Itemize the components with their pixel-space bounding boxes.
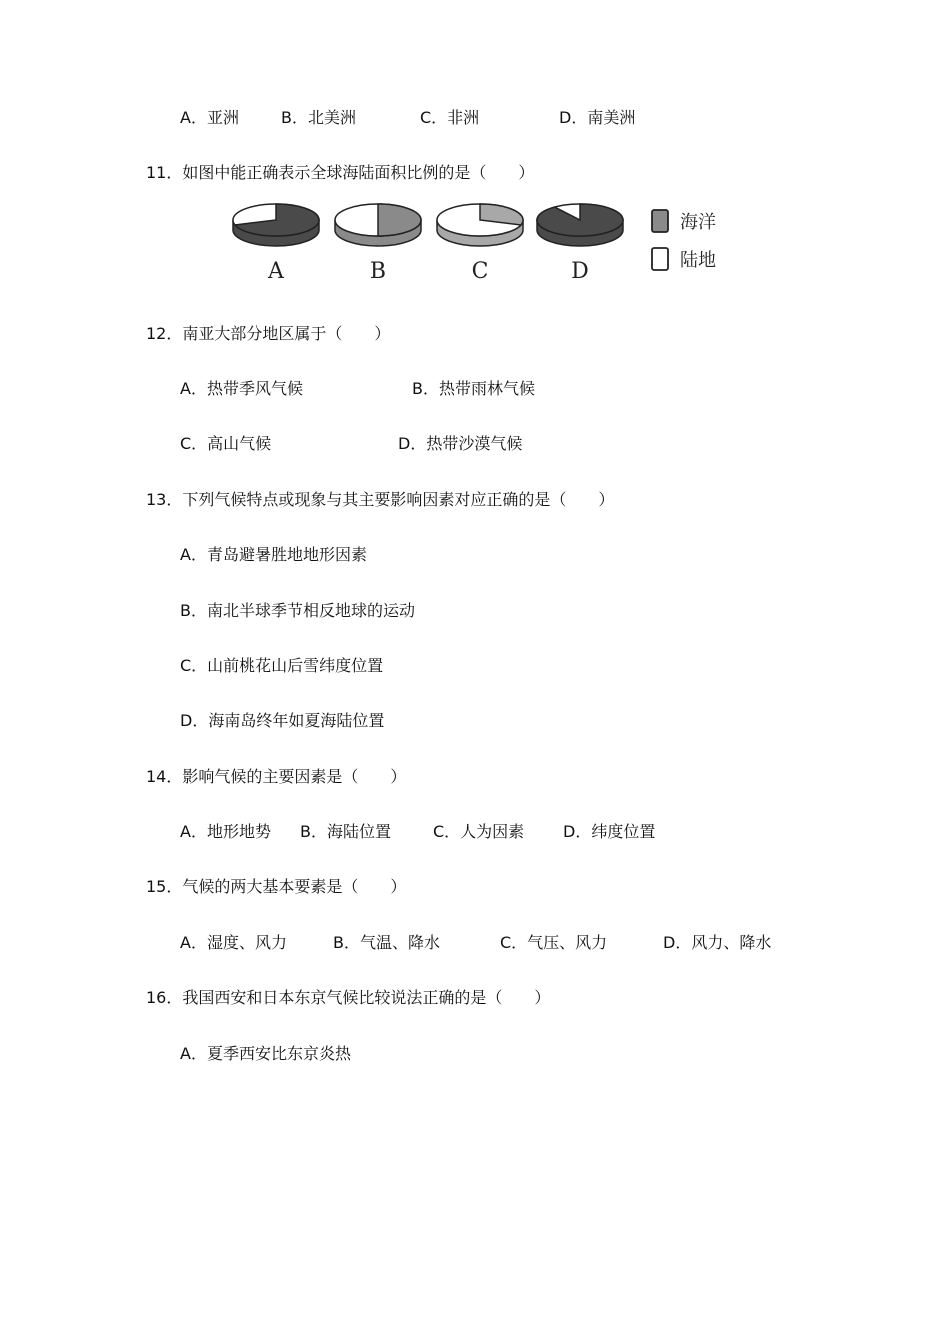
pie-label: D	[571, 259, 589, 284]
q15-option-b: B．气温、降水	[333, 933, 440, 952]
pie-c	[437, 204, 523, 284]
pie-b	[335, 204, 421, 284]
pie-d	[537, 204, 623, 284]
q10-option-b: B．北美洲	[281, 108, 356, 127]
q10-option-a: A．亚洲	[180, 108, 239, 127]
pie-label: C	[471, 259, 489, 284]
q12-option-c: C．高山气候	[180, 434, 272, 453]
q10-option-d: D．南美洲	[559, 108, 636, 127]
q12-option-b: B．热带雨林气候	[412, 379, 535, 398]
q15-option-c: C．气压、风力	[500, 933, 608, 952]
pie-top-ocean	[537, 204, 623, 236]
q13-stem: 13．下列气候特点或现象与其主要影响因素对应正确的是（ ）	[146, 490, 615, 509]
q14-option-a: A．地形地势	[180, 822, 271, 841]
legend-ocean	[652, 210, 716, 233]
pie-a	[233, 204, 319, 284]
q13-option-b: B．南北半球季节相反地球的运动	[180, 601, 415, 620]
q11-pie-figure	[228, 200, 728, 292]
q11-stem: 11．如图中能正确表示全球海陆面积比例的是（ ）	[146, 163, 535, 182]
q14-stem: 14．影响气候的主要因素是（ ）	[146, 767, 407, 786]
q15-option-a: A．湿度、风力	[180, 933, 287, 952]
q12-option-d: D．热带沙漠气候	[398, 434, 523, 453]
q16-stem: 16．我国西安和日本东京气候比较说法正确的是（ ）	[146, 988, 551, 1007]
q15-option-d: D．风力、降水	[663, 933, 772, 952]
q10-option-c: C．非洲	[420, 108, 480, 127]
legend-label: 海洋	[680, 212, 716, 233]
q12-stem: 12．南亚大部分地区属于（ ）	[146, 324, 391, 343]
q13-option-c: C．山前桃花山后雪纬度位置	[180, 656, 384, 675]
q13-option-d: D．海南岛终年如夏海陆位置	[180, 711, 385, 730]
legend-swatch	[652, 210, 668, 232]
pie-label: B	[369, 259, 387, 284]
legend-swatch	[652, 248, 668, 270]
q12-option-a: A．热带季风气候	[180, 379, 303, 398]
q16-option-a: A．夏季西安比东京炎热	[180, 1044, 351, 1063]
q14-option-b: B．海陆位置	[300, 822, 391, 841]
pie-label: A	[268, 259, 284, 284]
q11-pie-svg	[228, 200, 728, 292]
legend-land	[652, 248, 716, 271]
q14-option-d: D．纬度位置	[563, 822, 656, 841]
q13-option-a: A．青岛避暑胜地地形因素	[180, 545, 367, 564]
q14-option-c: C．人为因素	[433, 822, 525, 841]
q15-stem: 15．气候的两大基本要素是（ ）	[146, 877, 407, 896]
legend-label: 陆地	[680, 250, 716, 271]
